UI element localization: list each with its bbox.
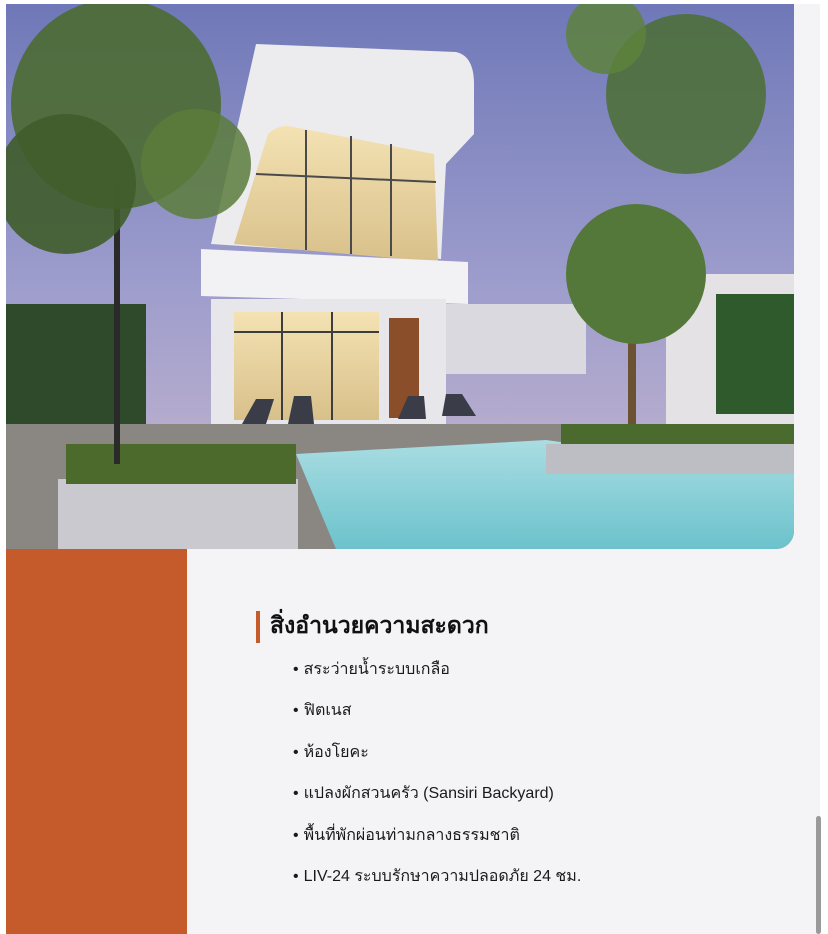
list-item [293,658,796,699]
amenity-label: พื้นที่พักผ่อนท่ามกลางธรรมชาติ [303,826,520,844]
amenity-label: แปลงผักสวนครัว (Sansiri Backyard) [303,785,554,803]
bullet-icon: • [293,702,299,720]
amenity-label: LIV-24 ระบบรักษาความปลอดภัย 24 ชม. [303,867,582,885]
amenity-label: สระว่ายน้ำระบบเกลือ [303,661,450,678]
bullet-icon: • [293,867,299,885]
list-item [293,699,796,740]
list-item [293,782,796,823]
amenity-label: ฟิตเนส [303,702,352,720]
vertical-scrollbar[interactable] [816,816,821,934]
amenities-section [256,608,796,906]
amenity-label: ห้องโยคะ [303,743,369,761]
list-item [293,824,796,865]
list-item [293,865,796,906]
bullet-icon: • [293,743,299,761]
bullet-icon: • [293,785,299,803]
hero-image-villa-pool [6,4,794,549]
list-item [293,741,796,782]
bullet-icon: • [293,826,299,844]
amenities-list [256,658,796,906]
bullet-icon: • [293,661,299,678]
content-panel [6,4,820,934]
accent-bar [6,549,187,934]
section-heading: สิ่งอำนวยความสะดวก [256,608,796,644]
